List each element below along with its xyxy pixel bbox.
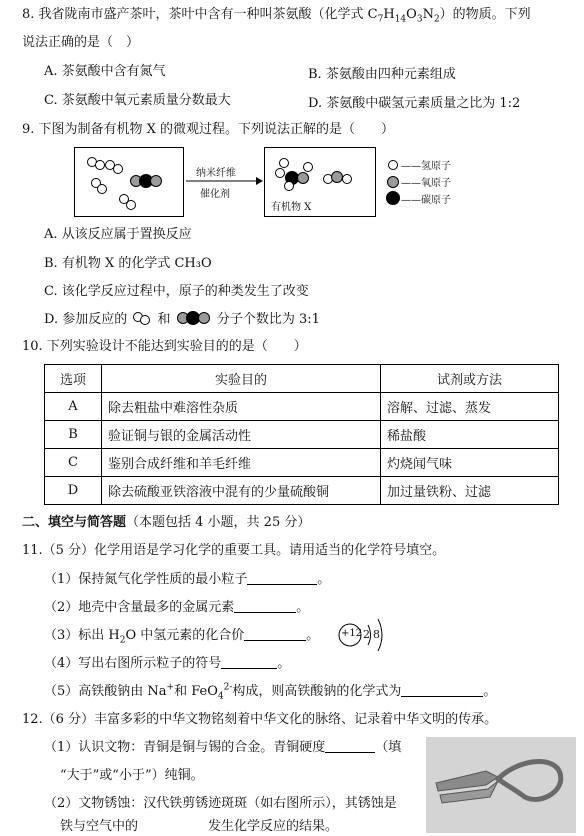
q8-option-b: B. 茶氨酸由四种元素组成 <box>308 67 456 82</box>
q8-option-a: A. 茶氨酸中含有氮气 <box>44 64 166 79</box>
q8-stem-line2: 说法正确的是（ ） <box>22 35 140 50</box>
hydrogen-atom-icon <box>95 160 105 170</box>
q10-stem: 10. 下列实验设计不能达到实验目的的是（ ） <box>22 339 307 354</box>
q12-stem: 12.（6 分）丰富多彩的中华文物铭刻着中华文化的脉络、记录着中华文明的传承。 <box>22 712 498 727</box>
legend-oxygen-icon <box>387 176 399 188</box>
table-row: A 除去粗盐中难溶性杂质 溶解、过滤、蒸发 <box>45 393 559 421</box>
table-row: D 除去硫酸亚铁溶液中混有的少量硫酸铜 加过量铁粉、过滤 <box>45 477 559 505</box>
shell-electrons-1: 2 <box>363 628 370 641</box>
product-label: 有机物 X <box>271 202 312 213</box>
answer-blank <box>247 571 317 585</box>
scissors-image <box>426 737 576 833</box>
arrow-label-bottom: 催化剂 <box>200 189 230 200</box>
iron-scissors-photo <box>426 737 576 833</box>
arrow-label-top: 纳米纤维 <box>196 168 236 179</box>
table-header-cell: 实验目的 <box>102 365 381 393</box>
q11-stem: 11.（5 分）化学用语是学习化学的重要工具。请用适当的化学符号填空。 <box>22 543 446 558</box>
hydrogen-atom-icon <box>279 158 289 168</box>
q9-option-d: D. 参加反应的 和 分子个数比为 3:1 <box>44 312 320 327</box>
q11-sub5: （5）高铁酸钠由 Na+和 FeO$_4^{2-}$构成，则高铁酸钠的化学式为 。 <box>44 682 497 702</box>
q9-option-b: B. 有机物 X 的化学式 CH₃O <box>44 256 212 271</box>
q11-sub4: （4）写出右图所示粒子的符号 。 <box>44 656 291 671</box>
hydrogen-molecule-icon <box>131 311 153 325</box>
q8-option-d: D. 茶氨酸中碳氢元素质量之比为 1:2 <box>308 96 521 111</box>
oxygen-atom-icon <box>297 172 309 184</box>
table-row: B 验证铜与银的金属活动性 稀盐酸 <box>45 421 559 449</box>
legend-hydrogen-label: ——氢原子 <box>401 161 451 172</box>
section-title: 二、填空与简答题（本题包括 4 小题，共 25 分） <box>22 515 311 530</box>
hydrogen-atom-icon <box>113 164 123 174</box>
q12-sub1-cont: “大于”或“小于”）纯铜。 <box>60 768 204 783</box>
hydrogen-atom-icon <box>303 162 313 172</box>
legend-carbon-icon <box>386 191 400 205</box>
experiment-table <box>44 364 559 505</box>
q11-sub1: （1）保持氮气化学性质的最小粒子 。 <box>44 572 331 587</box>
legend-hydrogen-icon <box>388 160 398 170</box>
products-box <box>264 147 376 217</box>
table-header-row <box>45 365 559 393</box>
table-row: C 鉴别合成纤维和羊毛纤维 灼烧闻气味 <box>45 449 559 477</box>
nucleus-charge: +12 <box>341 628 363 639</box>
q9-option-c: C. 该化学反应过程中，原子的种类发生了改变 <box>44 284 309 299</box>
hydrogen-atom-icon <box>126 200 136 210</box>
q9-option-a: A. 从该反应属于置换反应 <box>44 227 192 242</box>
q8-option-c: C. 茶氨酸中氧元素质量分数最大 <box>44 93 231 108</box>
hydrogen-atom-icon <box>284 181 294 191</box>
answer-blank <box>244 627 306 641</box>
legend-oxygen-label: ——氧原子 <box>401 178 451 189</box>
answer-blank <box>234 599 296 613</box>
q8-stem-line1: 8. 我省陇南市盛产茶叶，茶叶中含有一种叫茶氨酸（化学式 $C_7H_{14}O_3N_2$）的物质。下列 <box>22 7 531 25</box>
answer-blank <box>221 655 277 669</box>
shell-electrons-2: 8 <box>373 628 380 641</box>
legend-carbon-label: ——碳原子 <box>401 195 451 206</box>
hydrogen-atom-icon <box>342 174 352 184</box>
reactants-box <box>74 147 184 217</box>
answer-blank <box>401 683 483 697</box>
hydrogen-atom-icon <box>97 184 107 194</box>
q9-stem: 9. 下图为制备有机物 X 的微观过程。下列说法正解的是（ ） <box>22 122 395 137</box>
table-header-cell: 选项 <box>45 365 102 393</box>
q12-sub1: （1）认识文物：青铜是铜与锡的合金。青铜硬度 （填 <box>44 740 402 755</box>
q12-sub2-cont: 铁与空气中的 发生化学反应的结果。 <box>60 819 339 834</box>
q12-sub2: （2）文物锈蚀：汉代铁剪锈迹斑斑（如右图所示），其锈蚀是 <box>44 796 397 811</box>
q11-sub3: （3）标出 $H_2O$ 中氢元素的化合价 。 <box>44 628 320 646</box>
carbon-dioxide-molecule-icon <box>175 311 213 325</box>
atomic-structure-diagram <box>332 610 392 660</box>
answer-blank <box>325 739 375 753</box>
q11-sub2: （2）地壳中含量最多的金属元素 。 <box>44 600 310 615</box>
table-header-cell: 试剂或方法 <box>381 365 559 393</box>
hydrogen-atom-icon <box>275 168 285 178</box>
oxygen-atom-icon <box>150 175 162 187</box>
